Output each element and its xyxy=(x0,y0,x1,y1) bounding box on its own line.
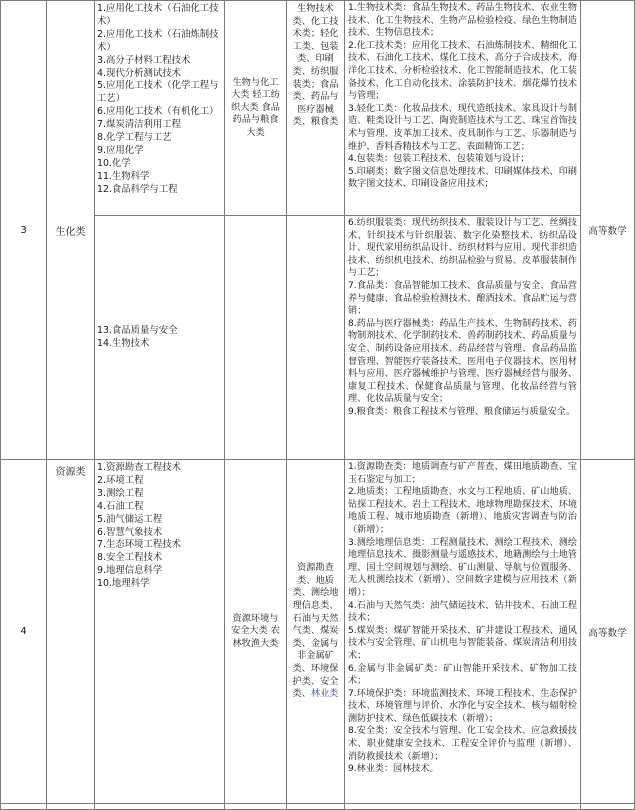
detail-item: 2.地质类：工程地质勘查、水文与工程地质、矿山地质、钻探工程技术、岩土工程技术、地球物理勘探技术、环境地质工程、城市地质勘查（新增）、地质灾害调查与防治（新增）； xyxy=(348,487,577,535)
detail-item: 4.包装类：包装工程技术、包装策划与设计； xyxy=(348,154,530,165)
list-item: 2.应用化工技术（石油炼制技术） xyxy=(97,28,219,53)
list-item: 1.应用化工技术（石油化工技术） xyxy=(97,3,219,27)
detail-item: 2.化工技术类：应用化工技术、石油炼制技术、精细化工技术、石油化工技术、煤化工技术、高分子合成技术、海洋化工技术、分析检验技术、化工智能制造技术、化工装备技术、化工自动化技术、涂装防护技术、烟花爆竹技术与管理； xyxy=(348,40,577,102)
empty-cell xyxy=(287,216,345,460)
list-item: 12.食品科学与工程 xyxy=(97,183,178,195)
list-item: 3.测绘工程 xyxy=(97,487,144,499)
table-row-4 xyxy=(1,460,635,804)
empty-cell xyxy=(225,216,287,460)
list-item: 9.应用化学 xyxy=(97,144,144,156)
detail-item: 5.煤炭类：煤矿智能开采技术、矿井建设工程技术、通风技术与安全管理、矿山机电与智能装备、煤炭清洁利用技术； xyxy=(348,625,577,661)
list-item: 11.生物科学 xyxy=(97,170,150,182)
detail-item: 3.轻化工类：化妆品技术、现代造纸技术、家具设计与制造、鞋类设计与工艺、陶瓷制造技术与工艺、珠宝首饰技术与管理、皮革加工技术、皮具制作与工艺、乐器制造与维护、香料香精技术与工艺、表面精饰工艺； xyxy=(348,103,577,152)
list-item: 10.化学 xyxy=(97,157,131,169)
detail-item: 8.安全类：安全技术与管理、化工安全技术、应急救援技术、职业健康安全技术、工程安全评价与监理（新增）、消防救援技术（新增）； xyxy=(348,726,577,762)
list-item: 14.生物技术 xyxy=(97,337,150,349)
list-item: 4.现代分析测试技术 xyxy=(97,67,181,79)
list-item: 1.资源勘查工程技术 xyxy=(97,462,181,473)
undergrad-majors-list xyxy=(95,216,225,460)
empty-cell xyxy=(345,804,581,810)
detail-item: 7.环境保护类：环境监测技术、环境工程技术、生态保护技术、环境管理与评价、水净化与安全技术、核与辐射检测防护技术、绿色低碳技术（新增）； xyxy=(348,688,577,724)
row-number: 4 xyxy=(1,460,47,804)
detail-item: 4.石油与天然气类：油气储运技术、钻井技术、石油工程技术； xyxy=(348,600,577,624)
detail-item: 1.资源勘查类：地质调查与矿产普查、煤田地质勘查、宝玉石鉴定与加工； xyxy=(348,462,577,485)
detail-item: 3.测绘地理信息类：工程测量技术、测绘工程技术、测绘地理信息技术、摄影测量与遥感技术、地籍测绘与土地管理、国土空间规划与测绘、矿山测量、导航与位置服务、无人机测绘技术（新增）、空间数字建模与应用技术（新增）； xyxy=(348,537,577,598)
exam-subject: 高等数学 xyxy=(581,1,635,460)
mid-class-text: 资源勘查类、地质类、测绘地理信息类、石油与天然气类、煤炭类、金属与非金属矿类、环境保护类、安全类、 xyxy=(292,562,339,700)
list-item: 6.智慧气象技术 xyxy=(97,526,163,538)
empty-cell xyxy=(1,804,47,810)
table-row-next-partial xyxy=(1,804,635,810)
row-number: 3 xyxy=(1,1,47,460)
list-item: 9.地理信息科学 xyxy=(97,565,163,577)
vocational-mid-class: 生物技术类、化工技术类；轻化工类、包装类、印刷类、纺织服装类；食品类、药品与医疗器械类、粮食类 xyxy=(287,1,345,216)
list-item: 6.应用化工技术（有机化工） xyxy=(97,106,219,118)
list-item: 7.生态环境工程技术 xyxy=(97,539,181,551)
list-item: 7.煤炭清洁利用工程 xyxy=(97,119,181,131)
empty-cell xyxy=(225,804,287,810)
list-item: 3.高分子材料工程技术 xyxy=(97,54,191,66)
vocational-big-class: 生物与化工大类 轻工纺织大类 食品药品与粮食大类 xyxy=(225,1,287,216)
list-item: 8.化学工程与工艺 xyxy=(97,132,172,144)
exam-subject: 高等数学 xyxy=(581,460,635,804)
list-item: 5.应用化工技术（化学工程与工艺） xyxy=(97,80,219,105)
list-item: 2.环境工程 xyxy=(97,474,144,486)
mid-class-highlight: 林业类 xyxy=(310,688,339,700)
table-row-3-continued xyxy=(1,216,635,460)
detail-item: 9.粮食类：粮食工程技术与管理、粮食储运与质量安全。 xyxy=(348,406,575,417)
empty-cell xyxy=(95,804,225,810)
detail-item: 9.林业类：园林技术。 xyxy=(348,764,439,775)
vocational-big-class: 资源环境与安全大类 农林牧渔大类 xyxy=(225,460,287,804)
category-name: 资源类 xyxy=(47,460,95,804)
table-row-3 xyxy=(1,1,635,216)
list-item: 5.油气储运工程 xyxy=(97,513,163,525)
vocational-majors-detail xyxy=(345,460,581,804)
empty-cell xyxy=(287,804,345,810)
empty-cell xyxy=(47,804,95,810)
category-name: 生化类 xyxy=(47,1,95,460)
list-item: 4.石油工程 xyxy=(97,500,144,512)
list-item: 13.食品质量与安全 xyxy=(97,324,178,336)
vocational-majors-detail xyxy=(345,216,581,460)
detail-item: 6.纺织服装类：现代纺织技术、服装设计与工艺、丝绸技术、针织技术与针织服装、数字化染整技术、纺织品设计、现代家用纺织品设计、纺织材料与应用、现代非织造技术、纺织机电技术、纺织品检验与贸易、皮革服装制作与工艺； xyxy=(348,218,577,279)
detail-item: 6.金属与非金属矿类：矿山智能开采技术、矿物加工技术； xyxy=(348,663,577,687)
detail-item: 5.印刷类：数字图文信息处理技术、印刷媒体技术、印刷数字图文技术、印刷设备应用技术； xyxy=(348,166,577,190)
empty-cell xyxy=(581,804,635,810)
vocational-mid-class xyxy=(287,460,345,804)
vocational-majors-detail xyxy=(345,1,581,216)
detail-item: 1.生物技术类：食品生物技术、药品生物技术、农业生物技术、化工生物技术、生物产品检验检疫、绿色生物制造技术、生物信息技术； xyxy=(348,3,577,39)
list-item: 10.地理科学 xyxy=(97,578,150,590)
detail-item: 7.食品类：食品智能加工技术、食品质量与安全、食品营养与健康、食品检验检测技术、酿酒技术、食品贮运与营销； xyxy=(348,280,577,317)
list-item: 8.安全工程技术 xyxy=(97,552,163,564)
detail-item: 8.药品与医疗器械类：药品生产技术、生物制药技术、药物制剂技术、化学制药技术、兽药制药技术、药品质量与安全、制药设备应用技术、药品经营与管理、食品药品监督管理、智能医疗装备技术、医用电子仪器技术、医用材料与应用、医疗器械维护与管理、医疗器械经营与服务、康复工程技术、保健食品质量与管理、化妆品经营与管理、化妆品质量与安全； xyxy=(348,318,577,405)
undergrad-majors-list xyxy=(95,460,225,804)
undergrad-majors-list xyxy=(95,1,225,216)
